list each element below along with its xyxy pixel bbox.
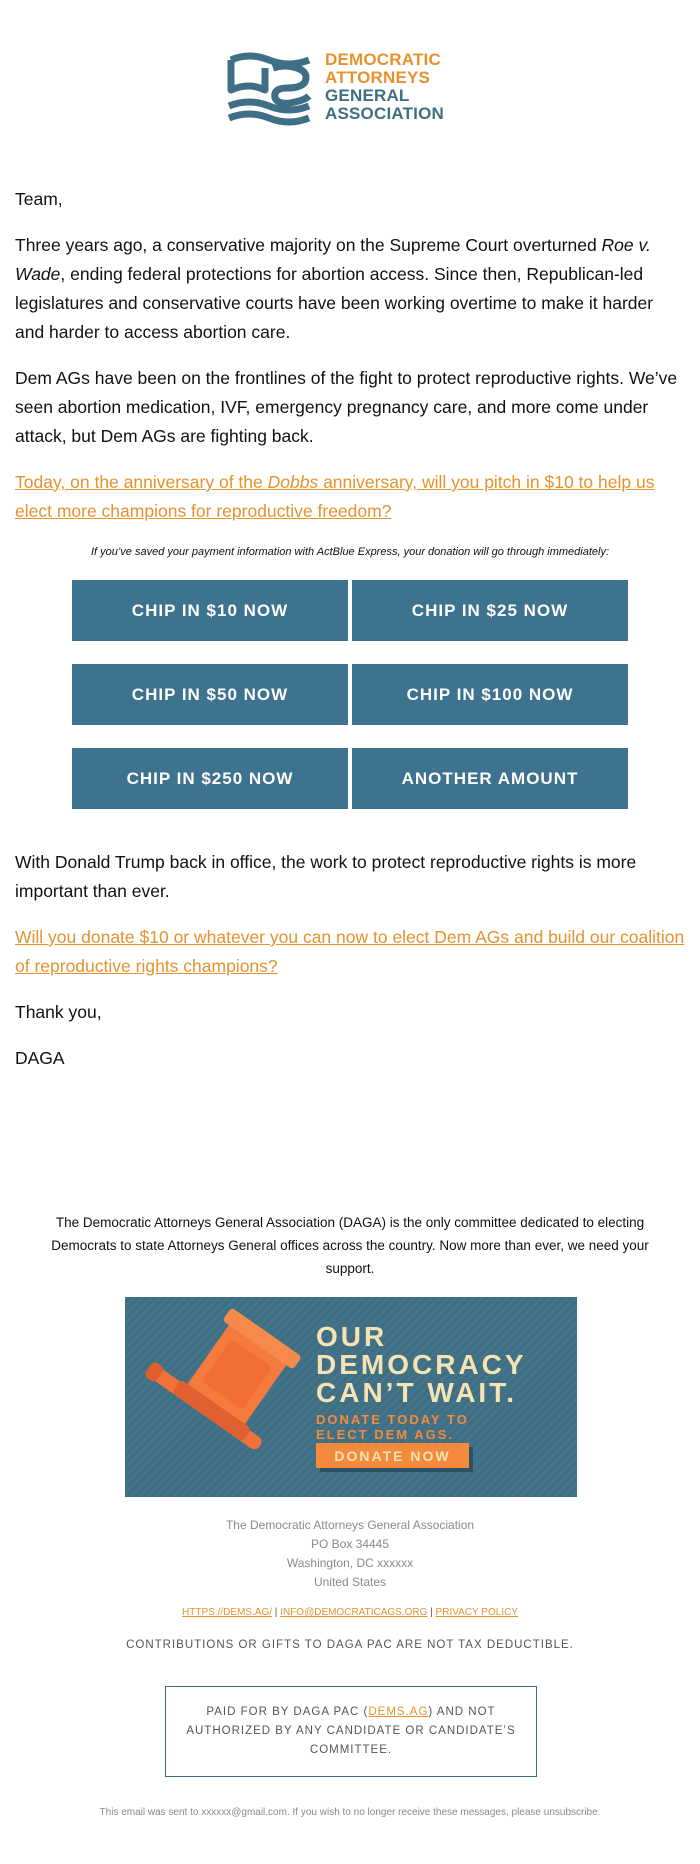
paragraph-roe-start: Three years ago, a conservative majority on the Supreme Court overturned: [15, 235, 602, 255]
banner-headline-line-1: OUR: [316, 1321, 388, 1352]
link-separator-2: |: [427, 1607, 436, 1618]
address-city: Washington, DC xxxxxx: [286, 1556, 414, 1570]
address-country: United States: [313, 1575, 387, 1589]
logo-line-1: DEMOCRATIC: [325, 50, 441, 69]
paid-for-by-text: [180, 1703, 522, 1760]
banner-subhead-line-1: DONATE TODAY TO: [316, 1412, 469, 1427]
chip-in-100-button[interactable]: CHIP IN $100 NOW: [352, 664, 628, 725]
chip-in-50-button[interactable]: CHIP IN $50 NOW: [72, 664, 348, 725]
logo-wordmark: [325, 51, 444, 123]
not-tax-deductible-notice: CONTRIBUTIONS OR GIFTS TO DAGA PAC ARE NOT TAX DEDUCTIBLE.: [126, 1639, 574, 1651]
footer-description: The Democratic Attorneys General Association (DAGA) is the only committee dedicated to electing Democrats to state Attorneys General offices across the country. Now more than ever, we need your support.: [51, 1215, 649, 1276]
site-link[interactable]: HTTPS://DEMS.AG/: [182, 1607, 273, 1618]
paragraph-roe-end: , ending federal protections for abortion access. Since then, Republican-led legislatures and conservative courts have been working overtime to make it harder and harder to access abortion care.: [15, 264, 654, 342]
signature: DAGA: [15, 1048, 65, 1068]
greeting: Team,: [15, 189, 63, 209]
paid-for-by-start: PAID FOR BY DAGA PAC (: [206, 1706, 369, 1718]
chip-in-25-button[interactable]: CHIP IN $25 NOW: [352, 580, 628, 641]
privacy-policy-link[interactable]: PRIVACY POLICY: [435, 1607, 518, 1618]
signoff: Thank you,: [15, 1002, 102, 1022]
banner-headline: [316, 1323, 527, 1407]
logo-line-2: ATTORNEYS: [325, 68, 431, 87]
paid-for-by-box: [165, 1686, 537, 1777]
email-link[interactable]: INFO@DEMOCRATICAGS.ORG: [280, 1607, 428, 1618]
daga-logo[interactable]: [225, 46, 485, 128]
donate-button-grid: [72, 580, 628, 809]
banner-headline-line-2: DEMOCRACY: [316, 1349, 527, 1380]
banner-headline-line-3: CAN’T WAIT.: [316, 1377, 517, 1408]
cta-link-dobbs[interactable]: [15, 468, 685, 526]
banner-donate-now-button[interactable]: DONATE NOW: [316, 1443, 469, 1468]
cta-link-dobbs-start: Today, on the anniversary of the: [15, 472, 268, 492]
logo-line-4: ASSOCIATION: [325, 104, 445, 123]
donate-banner[interactable]: [125, 1297, 577, 1497]
cta-link-dobbs-end: anniversary, will you pitch in $10 to help us elect more champions for reproductive freedom?: [15, 472, 655, 521]
banner-subhead: [316, 1412, 469, 1442]
paid-for-by-end: ) AND NOT AUTHORIZED BY ANY CANDIDATE OR CANDIDATE’S COMMITTEE.: [186, 1706, 516, 1756]
gavel-icon: [125, 1297, 315, 1497]
dems-ag-link[interactable]: DEMS.AG: [368, 1706, 429, 1718]
roe-v-wade-italic: Roe v. Wade: [15, 235, 651, 284]
cta-link-donate[interactable]: Will you donate $10 or whatever you can now to elect Dem AGs and build our coalition of reproductive rights champions?: [15, 927, 685, 976]
paragraph-roe: [15, 231, 685, 347]
footer-links: [0, 1607, 700, 1618]
email-body-continued: [15, 848, 685, 1090]
address-org: The Democratic Attorneys General Association: [225, 1518, 475, 1532]
unsubscribe-notice[interactable]: This email was sent to xxxxxx@gmail.com. If you wish to no longer receive these messages, please unsubscribe.: [99, 1807, 601, 1818]
mailing-address: [0, 1516, 700, 1592]
daga-logo-mark-icon: [225, 46, 313, 128]
another-amount-button[interactable]: ANOTHER AMOUNT: [352, 748, 628, 809]
email-body: [15, 185, 685, 543]
logo-line-3: GENERAL: [325, 86, 410, 105]
dobbs-italic: Dobbs: [267, 472, 319, 492]
address-po-box: PO Box 34445: [310, 1537, 390, 1551]
paragraph-frontlines: Dem AGs have been on the frontlines of the fight to protect reproductive rights. We’ve seen abortion medication, IVF, emergency pregnancy care, and more come under attack, but Dem AGs are fighting back.: [15, 368, 678, 446]
banner-subhead-line-2: ELECT DEM AGS.: [316, 1427, 455, 1442]
paragraph-trump: With Donald Trump back in office, the work to protect reproductive rights is more important than ever.: [15, 852, 637, 901]
chip-in-10-button[interactable]: CHIP IN $10 NOW: [72, 580, 348, 641]
link-separator-1: |: [272, 1607, 281, 1618]
actblue-express-note: If you’ve saved your payment information with ActBlue Express, your donation will go through immediately:: [90, 546, 610, 558]
chip-in-250-button[interactable]: CHIP IN $250 NOW: [72, 748, 348, 809]
